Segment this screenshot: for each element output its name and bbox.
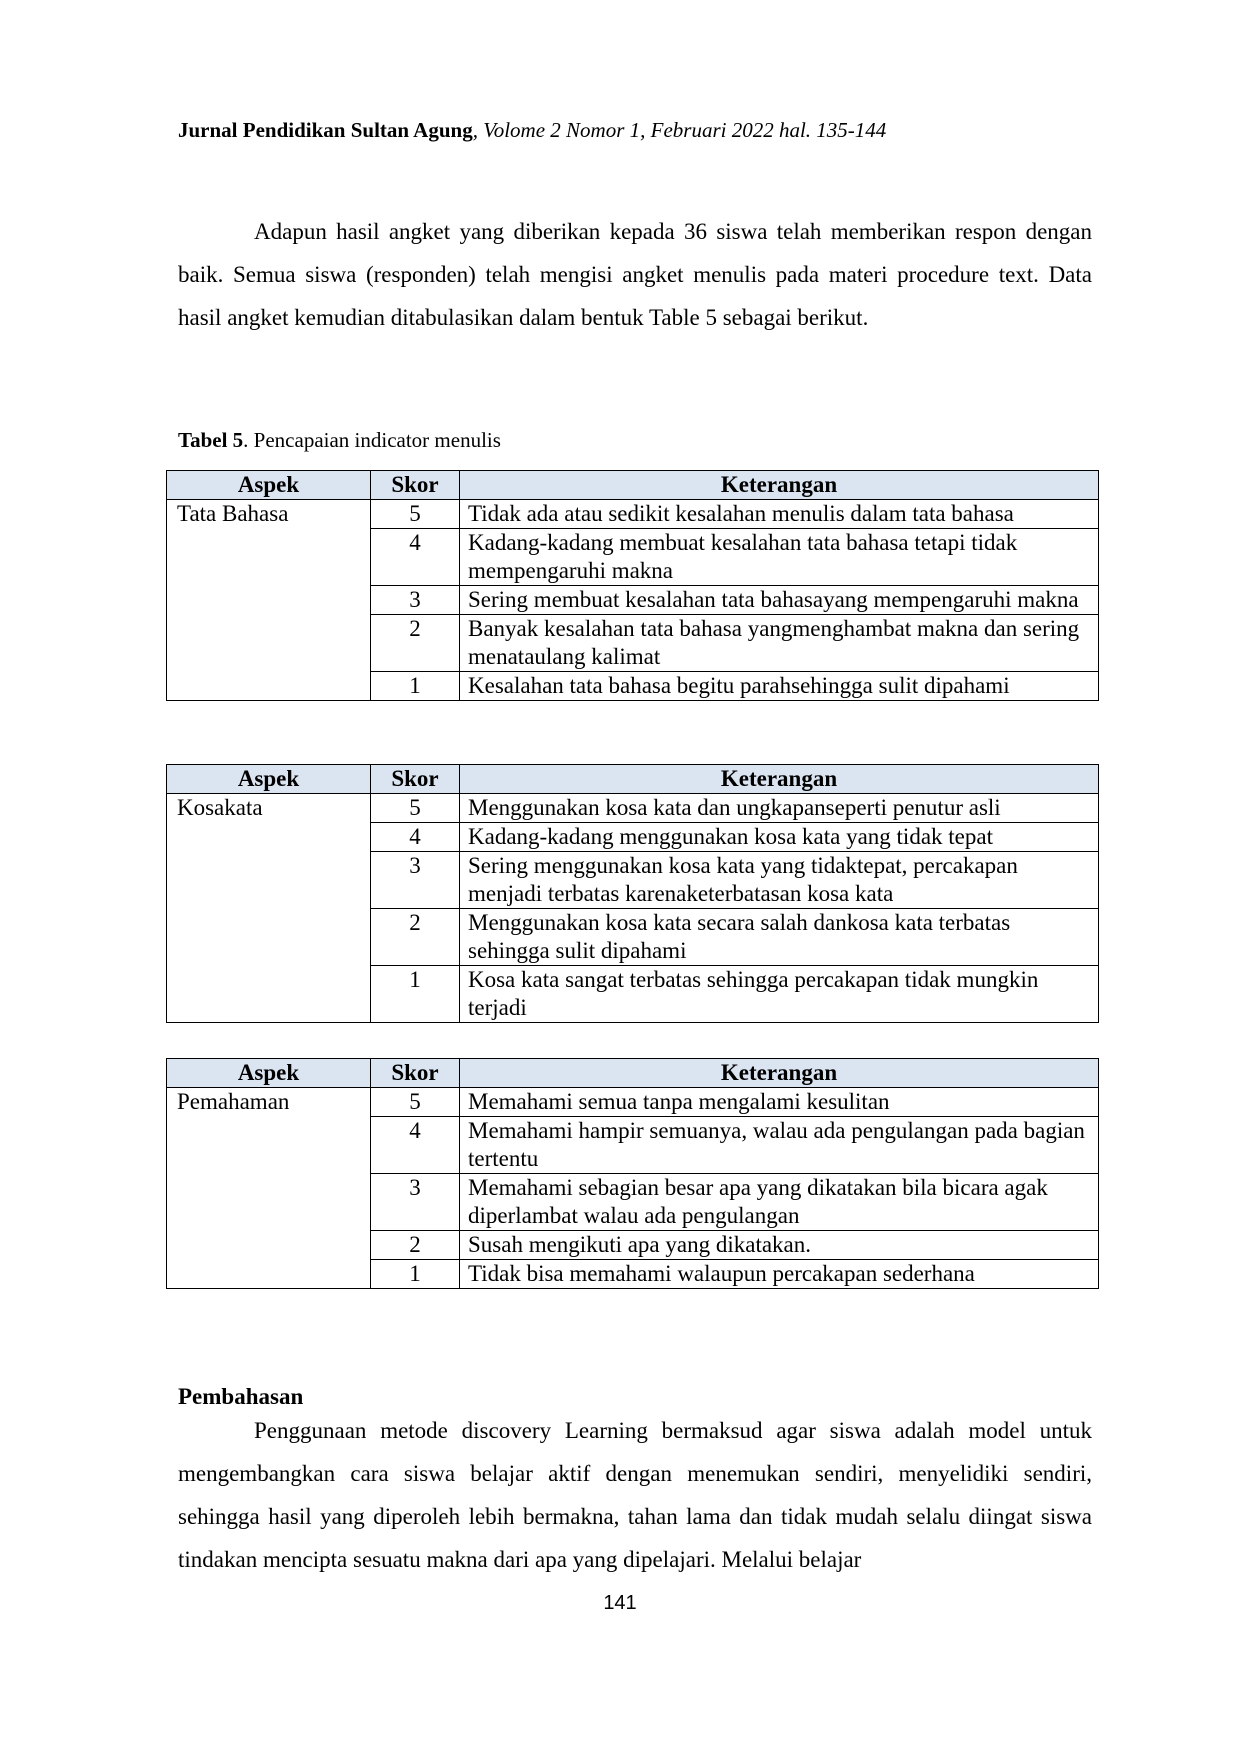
description-cell: Kadang-kadang membuat kesalahan tata bahasa tetapi tidak mempengaruhi makna	[460, 529, 1099, 586]
header-aspect: Aspek	[167, 1059, 371, 1088]
description-cell: Memahami hampir semuanya, walau ada pengulangan pada bagian tertentu	[460, 1117, 1099, 1174]
running-header	[178, 118, 886, 143]
rubric-table-vocabulary	[166, 764, 1099, 1023]
page-number: 141	[603, 1592, 637, 1614]
score-cell: 2	[371, 909, 460, 966]
description-cell: Menggunakan kosa kata dan ungkapanseperti penutur asli	[460, 794, 1099, 823]
score-cell: 3	[371, 852, 460, 909]
section-title: Pembahasan	[178, 1384, 304, 1409]
aspect-cell: Tata Bahasa	[167, 500, 371, 701]
score-cell: 1	[371, 966, 460, 1023]
table-row	[167, 794, 1099, 823]
score-cell: 1	[371, 1260, 460, 1289]
score-cell: 5	[371, 794, 460, 823]
header-score: Skor	[371, 1059, 460, 1088]
description-cell: Tidak bisa memahami walaupun percakapan sederhana	[460, 1260, 1099, 1289]
header-aspect: Aspek	[167, 471, 371, 500]
score-cell: 5	[371, 500, 460, 529]
score-cell: 2	[371, 1231, 460, 1260]
score-cell: 1	[371, 672, 460, 701]
header-description: Keterangan	[460, 1059, 1099, 1088]
aspect-cell: Pemahaman	[167, 1088, 371, 1289]
score-cell: 4	[371, 529, 460, 586]
description-cell: Tidak ada atau sedikit kesalahan menulis dalam tata bahasa	[460, 500, 1099, 529]
score-cell: 3	[371, 586, 460, 615]
description-cell: Menggunakan kosa kata secara salah dankosa kata terbatas sehingga sulit dipahami	[460, 909, 1099, 966]
header-score: Skor	[371, 471, 460, 500]
intro-paragraph-text: Adapun hasil angket yang diberikan kepada 36 siswa telah memberikan respon dengan baik. Semua siswa (responden) telah mengisi angket menulis pada materi procedure text. Data hasil angket kemudian ditabulasikan dalam bentuk Table 5 sebagai berikut.	[178, 219, 1092, 330]
header-description: Keterangan	[460, 471, 1099, 500]
aspect-cell: Kosakata	[167, 794, 371, 1023]
description-cell: Banyak kesalahan tata bahasa yangmenghambat makna dan sering menataulang kalimat	[460, 615, 1099, 672]
description-cell: Susah mengikuti apa yang dikatakan.	[460, 1231, 1099, 1260]
score-cell: 2	[371, 615, 460, 672]
discussion-paragraph	[178, 1409, 1092, 1581]
score-cell: 4	[371, 823, 460, 852]
table-header-row	[167, 471, 1099, 500]
score-cell: 4	[371, 1117, 460, 1174]
description-cell: Kosa kata sangat terbatas sehingga percakapan tidak mungkin terjadi	[460, 966, 1099, 1023]
rubric-table-grammar	[166, 470, 1099, 701]
rubric-table-comprehension	[166, 1058, 1099, 1289]
table-row	[167, 500, 1099, 529]
description-cell: Memahami semua tanpa mengalami kesulitan	[460, 1088, 1099, 1117]
table-header-row	[167, 765, 1099, 794]
header-description: Keterangan	[460, 765, 1099, 794]
description-cell: Memahami sebagian besar apa yang dikatakan bila bicara agak diperlambat walau ada pengulangan	[460, 1174, 1099, 1231]
discussion-paragraph-text: Penggunaan metode discovery Learning bermaksud agar siswa adalah model untuk mengembangkan cara siswa belajar aktif dengan menemukan sendiri, menyelidiki sendiri, sehingga hasil yang diperoleh lebih bermakna, tahan lama dan tidak mudah selalu diingat siswa tindakan mencipta sesuatu makna dari apa yang dipelajari. Melalui belajar	[178, 1418, 1092, 1572]
header-aspect: Aspek	[167, 765, 371, 794]
journal-name: Jurnal Pendidikan Sultan Agung	[178, 118, 473, 142]
table-caption-text: . Pencapaian indicator menulis	[243, 428, 501, 452]
header-score: Skor	[371, 765, 460, 794]
journal-issue-info: , Volome 2 Nomor 1, Februari 2022 hal. 135-144	[472, 118, 887, 142]
table-caption	[178, 428, 501, 453]
score-cell: 3	[371, 1174, 460, 1231]
description-cell: Sering membuat kesalahan tata bahasayang mempengaruhi makna	[460, 586, 1099, 615]
table-caption-label: Tabel 5	[178, 428, 244, 452]
table-header-row	[167, 1059, 1099, 1088]
table-row	[167, 1088, 1099, 1117]
description-cell: Kesalahan tata bahasa begitu parahsehingga sulit dipahami	[460, 672, 1099, 701]
description-cell: Kadang-kadang menggunakan kosa kata yang tidak tepat	[460, 823, 1099, 852]
description-cell: Sering menggunakan kosa kata yang tidaktepat, percakapan menjadi terbatas karenaketerbatasan kosa kata	[460, 852, 1099, 909]
intro-paragraph	[178, 210, 1092, 339]
score-cell: 5	[371, 1088, 460, 1117]
